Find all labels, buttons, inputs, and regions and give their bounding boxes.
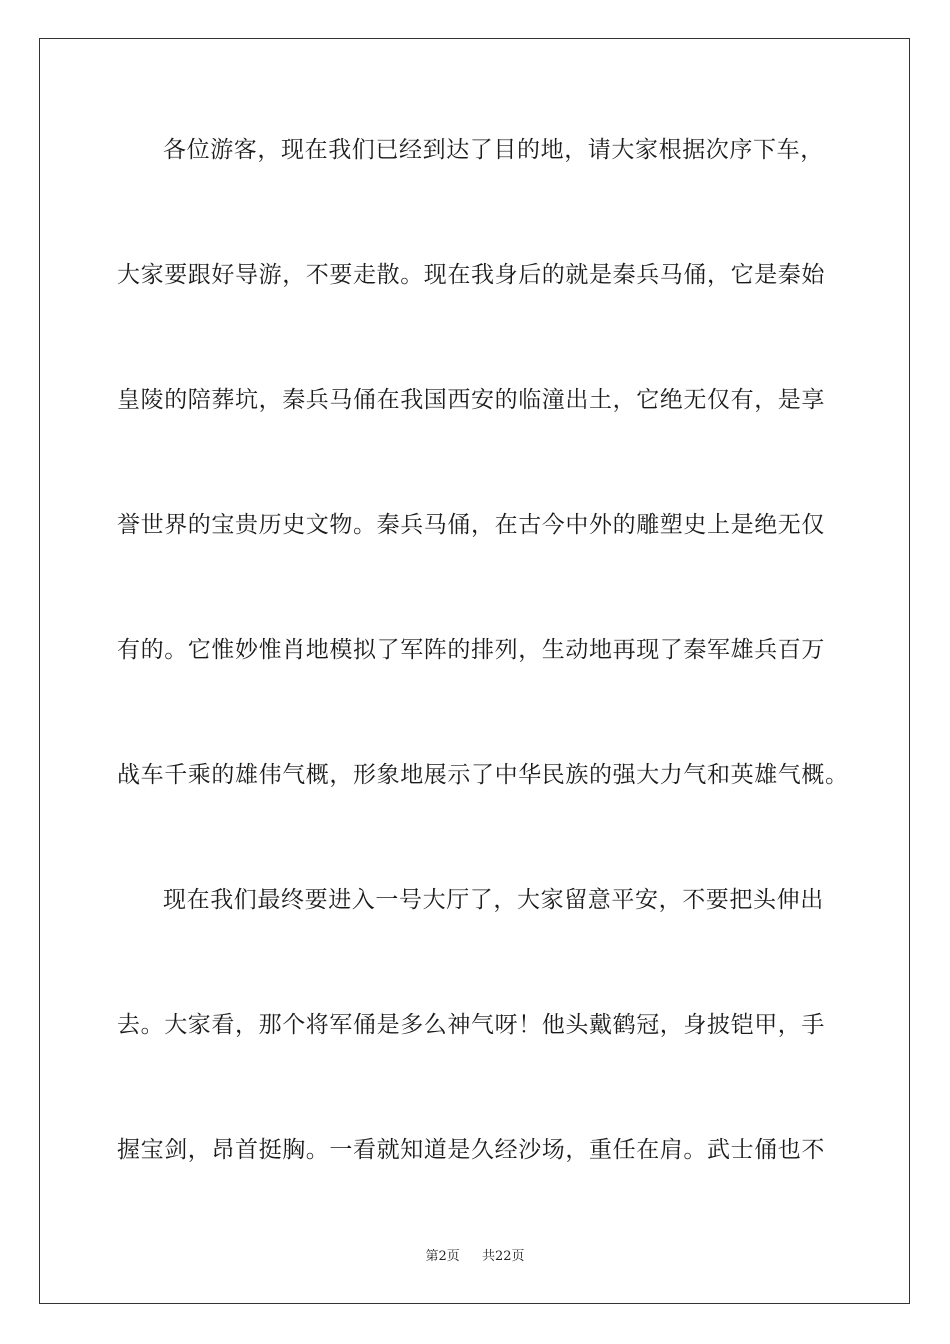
text-line-4: 誉世界的宝贵历史文物。秦兵马俑，在古今中外的雕塑史上是绝无仅 xyxy=(117,512,825,538)
text-line-3: 皇陵的陪葬坑，秦兵马俑在我国西安的临潼出土，它绝无仅有，是享 xyxy=(117,387,825,413)
text-line-7: 现在我们最终要进入一号大厅了，大家留意平安，不要把头伸出 xyxy=(163,887,824,913)
text-line-8: 去。大家看，那个将军俑是多么神气呀！他头戴鹤冠，身披铠甲，手 xyxy=(117,1012,825,1038)
text-line-6: 战车千乘的雄伟气概，形象地展示了中华民族的强大力气和英雄气概。 xyxy=(117,762,849,788)
text-line-9: 握宝剑，昂首挺胸。一看就知道是久经沙场，重任在肩。武士俑也不 xyxy=(117,1137,825,1163)
page-footer xyxy=(0,1248,950,1266)
total-pages: 共22页 xyxy=(482,1249,525,1264)
text-line-5: 有的。它惟妙惟肖地模拟了军阵的排列，生动地再现了秦军雄兵百万 xyxy=(117,637,825,663)
page-border xyxy=(39,38,910,1304)
text-line-1: 各位游客，现在我们已经到达了目的地，请大家根据次序下车， xyxy=(163,137,824,163)
page-number: 第2页 xyxy=(425,1249,460,1264)
text-line-2: 大家要跟好导游，不要走散。现在我身后的就是秦兵马俑，它是秦始 xyxy=(117,262,825,288)
